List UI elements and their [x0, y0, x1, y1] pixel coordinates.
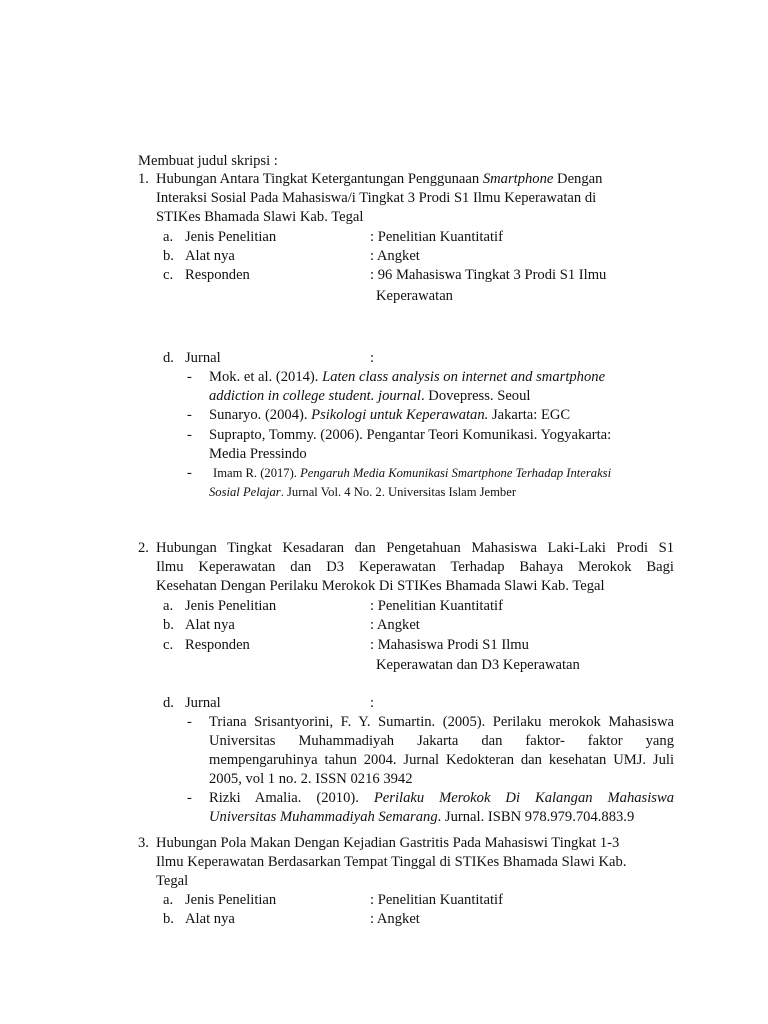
- item-2-responden-label: Responden: [185, 637, 250, 653]
- item-1-ref-3-line-1: Suprapto, Tommy. (2006). Pengantar Teori Komunikasi. Yogyakarta:: [209, 427, 612, 443]
- item-1-ref-3-line-2: Media Pressindo: [209, 446, 307, 462]
- item-1-a-letter: a.: [163, 229, 174, 245]
- item-3-title-line-1: Hubungan Pola Makan Dengan Kejadian Gastritis Pada Mahasiswi Tingkat 1-3: [156, 835, 620, 851]
- item-2-ref-1-line-2: Universitas Muhammadiyah Jakarta dan faktor- faktor yang: [209, 733, 674, 749]
- item-3-alat-label: Alat nya: [185, 911, 235, 927]
- item-1-title-line-3: STIKes Bhamada Slawi Kab. Tegal: [156, 209, 364, 225]
- item-3-title-line-3: Tegal: [156, 873, 189, 889]
- item-1-ref-1-line-2: addiction in college student. journal. Dovepress. Seoul: [209, 388, 531, 404]
- item-2-number: 2.: [138, 540, 149, 556]
- item-1-jurnal-colon: :: [370, 350, 375, 366]
- item-2-jurnal-label: Jurnal: [185, 695, 221, 711]
- item-1-alat-label: Alat nya: [185, 248, 235, 264]
- item-1-jenis-label: Jenis Penelitian: [185, 229, 277, 245]
- item-3-alat-value: : Angket: [370, 911, 420, 927]
- item-1-ref-1-line-1: Mok. et al. (2014). Laten class analysis on internet and smartphone: [209, 369, 606, 385]
- item-1-ref-4-line-1: Imam R. (2017). Pengaruh Media Komunikasi Smartphone Terhadap Interaksi: [213, 466, 612, 480]
- item-1-ref-1-dash: -: [187, 369, 192, 385]
- item-1-ref-2-line: Sunaryo. (2004). Psikologi untuk Keperawatan. Jakarta: EGC: [209, 407, 571, 423]
- item-3-number: 3.: [138, 835, 149, 851]
- item-1-ref-4-dash: -: [187, 465, 192, 481]
- item-1-responden-value-2: Keperawatan: [376, 288, 453, 304]
- item-2-ref-1-dash: -: [187, 714, 192, 730]
- item-2-ref-2-dash: -: [187, 790, 192, 806]
- item-1-b-letter: b.: [163, 248, 174, 264]
- item-2-responden-value-2: Keperawatan dan D3 Keperawatan: [376, 657, 580, 673]
- item-1-title-line-2: Interaksi Sosial Pada Mahasiswa/i Tingkat 3 Prodi S1 Ilmu Keperawatan di: [156, 190, 597, 206]
- item-2-jenis-value: : Penelitian Kuantitatif: [370, 598, 503, 614]
- item-3-jenis-label: Jenis Penelitian: [185, 892, 277, 908]
- item-2-title-line-2: Ilmu Keperawatan dan D3 Keperawatan Terhadap Bahaya Merokok Bagi: [156, 559, 674, 575]
- item-3-title-line-2: Ilmu Keperawatan Berdasarkan Tempat Tinggal di STIKes Bhamada Slawi Kab.: [156, 854, 627, 870]
- item-1-c-letter: c.: [163, 267, 174, 283]
- item-1-ref-2-dash: -: [187, 407, 192, 423]
- item-2-b-letter: b.: [163, 617, 174, 633]
- item-2-a-letter: a.: [163, 598, 174, 614]
- item-2-title-line-3: Kesehatan Dengan Perilaku Merokok Di STIKes Bhamada Slawi Kab. Tegal: [156, 578, 605, 594]
- item-1-responden-value-1: : 96 Mahasiswa Tingkat 3 Prodi S1 Ilmu: [370, 267, 607, 283]
- item-2-jurnal-colon: :: [370, 695, 375, 711]
- item-1-title-line-1: Hubungan Antara Tingkat Ketergantungan Penggunaan Smartphone Dengan: [156, 171, 603, 187]
- item-1-ref-4-line-2: Sosial Pelajar. Jurnal Vol. 4 No. 2. Universitas Islam Jember: [209, 485, 517, 499]
- item-2-ref-1-line-3: mempengaruhinya tahun 2004. Jurnal Kedokteran dan kesehatan UMJ. Juli: [209, 752, 674, 768]
- item-1-number: 1.: [138, 171, 149, 187]
- item-1-ref-3-dash: -: [187, 427, 192, 443]
- item-2-responden-value-1: : Mahasiswa Prodi S1 Ilmu: [370, 637, 529, 653]
- item-1-jurnal-label: Jurnal: [185, 350, 221, 366]
- item-2-d-letter: d.: [163, 695, 174, 711]
- item-2-ref-1-line-4: 2005, vol 1 no. 2. ISSN 0216 3942: [209, 771, 413, 787]
- item-3-a-letter: a.: [163, 892, 174, 908]
- item-2-alat-value: : Angket: [370, 617, 420, 633]
- item-3-b-letter: b.: [163, 911, 174, 927]
- item-2-jenis-label: Jenis Penelitian: [185, 598, 277, 614]
- item-2-ref-1-line-1: Triana Srisantyorini, F. Y. Sumartin. (2005). Perilaku merokok Mahasiswa: [209, 714, 674, 730]
- item-2-alat-label: Alat nya: [185, 617, 235, 633]
- item-1-d-letter: d.: [163, 350, 174, 366]
- item-1-alat-value: : Angket: [370, 248, 420, 264]
- item-2-ref-2-line-2: Universitas Muhammadiyah Semarang. Jurnal. ISBN 978.979.704.883.9: [209, 809, 635, 825]
- item-3-jenis-value: : Penelitian Kuantitatif: [370, 892, 503, 908]
- item-2-ref-2-line-1: Rizki Amalia. (2010). Perilaku Merokok Di Kalangan Mahasiswa: [209, 790, 674, 806]
- item-1-responden-label: Responden: [185, 267, 250, 283]
- document-heading: Membuat judul skripsi :: [138, 153, 278, 169]
- item-2-title-line-1: Hubungan Tingkat Kesadaran dan Pengetahuan Mahasiswa Laki-Laki Prodi S1: [156, 540, 674, 556]
- item-1-jenis-value: : Penelitian Kuantitatif: [370, 229, 503, 245]
- item-2-c-letter: c.: [163, 637, 174, 653]
